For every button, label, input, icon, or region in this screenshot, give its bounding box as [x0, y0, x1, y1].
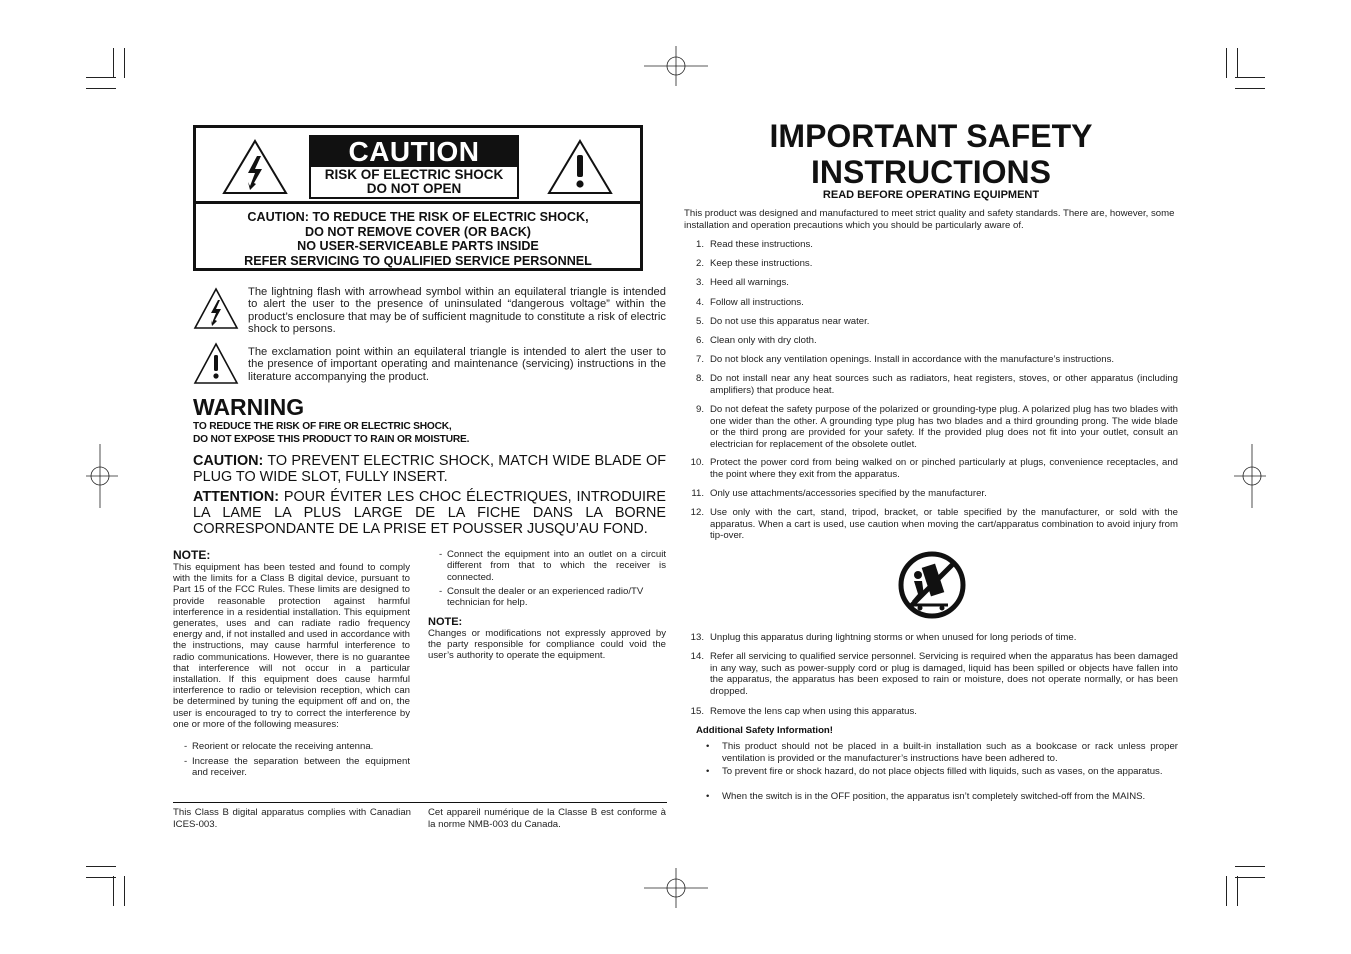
fcc-measure-item: - Consult the dealer or an experienced radio/TV technician for help. — [439, 586, 666, 610]
exclamation-symbol-explanation — [193, 341, 667, 385]
instruction-text: Refer all servicing to qualified service personnel. Servicing is required when the apparatus has been damaged in any way, such as power-supply cord or plug is damaged, liquid has been spilled or objects have fallen into the apparatus, the apparatus has been exposed to rain or moisture, does not operate normally, or has been dropped. — [710, 651, 1178, 697]
warning-line: TO REDUCE THE RISK OF FIRE OR ELECTRIC SHOCK, — [193, 421, 452, 432]
canada-compliance-en: This Class B digital apparatus complies with Canadian ICES-003. — [173, 807, 411, 830]
lightning-warning-icon — [193, 286, 239, 332]
instruction-text: Keep these instructions. — [710, 258, 813, 269]
exclamation-symbol-text: The exclamation point within an equilateral triangle is intended to alert the user to the presence of important operating and maintenance (servicing) instructions in the literature accompanying the product. — [248, 346, 666, 383]
fcc-measure-text: Reorient or relocate the receiving antenna. — [192, 741, 374, 752]
caution-line: NO USER-SERVICEABLE PARTS INSIDE — [297, 239, 539, 253]
instruction-number: 12. — [690, 507, 704, 518]
instruction-text: Read these instructions. — [710, 239, 813, 250]
instruction-number: 2. — [695, 258, 704, 269]
fcc-measure-item: - Connect the equipment into an outlet on a circuit different from that to which the receiver is connected. — [439, 549, 666, 583]
caution-subtitle-line: RISK OF ELECTRIC SHOCK — [324, 167, 504, 182]
caution-panel-header — [196, 128, 640, 204]
warning-line: DO NOT EXPOSE THIS PRODUCT TO RAIN OR MOISTURE. — [193, 434, 470, 445]
lightning-symbol-explanation — [193, 286, 667, 336]
exclamation-warning-icon — [193, 341, 239, 387]
plug-caution-text: TO PREVENT ELECTRIC SHOCK, MATCH WIDE BLADE OF PLUG TO WIDE SLOT, FULLY INSERT. — [193, 453, 666, 485]
fcc-measure-item: - Reorient or relocate the receiving antenna. — [184, 741, 410, 753]
divider — [173, 802, 667, 803]
exclamation-warning-icon — [546, 138, 614, 196]
instruction-number: 1. — [695, 239, 704, 250]
instruction-number: 10. — [690, 457, 704, 468]
registration-mark-right — [1234, 444, 1266, 508]
instruction-text: Heed all warnings. — [710, 277, 789, 288]
caution-subtitle — [311, 167, 517, 196]
fcc-measure-text: Increase the separation between the equipment and receiver. — [192, 756, 410, 779]
instruction-text: Unplug this apparatus during lightning storms or when unused for long periods of time. — [710, 632, 1077, 643]
instruction-text: Clean only with dry cloth. — [710, 335, 817, 346]
instruction-number: 5. — [695, 316, 704, 327]
instruction-text: Use only with the cart, stand, tripod, bracket, or table specified by the manufacturer, or sold with the apparatus. When a cart is used, use caution when moving the cart/apparatus combination to avoid injury from tip-over. — [710, 507, 1178, 542]
page-title-line: INSTRUCTIONS — [811, 154, 1051, 190]
additional-safety-title: Additional Safety Information! — [696, 725, 833, 736]
additional-safety-text: When the switch is in the OFF position, the apparatus isn’t completely switched-off from the MAINS. — [722, 791, 1146, 802]
plug-caution-label: CAUTION: — [193, 453, 264, 469]
instruction-text: Do not install near any heat sources such as radiators, heat registers, stoves, or other apparatus (including amplifiers) that produce heat. — [710, 373, 1178, 396]
instruction-number: 3. — [695, 277, 704, 288]
caution-subtitle-line: DO NOT OPEN — [366, 181, 462, 196]
instruction-text: Do not use this apparatus near water. — [710, 316, 870, 327]
instruction-text: Protect the power cord from being walked on or pinched particularly at plugs, convenience receptacles, and the point where they exit from the apparatus. — [710, 457, 1178, 480]
plug-attention-text: POUR ÉVITER LES CHOC ÉLECTRIQUES, INTRODUIRE LA LAME LA PLUS LARGE DE LA FICHE DANS LA BORNE CORRESPONDANTE DE LA PRISE ET POUSSER JUSQU’AU FOND. — [193, 489, 667, 537]
plug-attention-label: ATTENTION: — [193, 489, 280, 505]
instruction-number: 11. — [691, 488, 704, 499]
instruction-number: 15. — [690, 706, 704, 717]
lightning-symbol-text: The lightning flash with arrowhead symbol within an equilateral triangle is intended to alert the user to the presence of uninsulated “dangerous voltage” within the product’s enclosure that may be of sufficient magnitude to constitute a risk of electric shock to persons. — [248, 286, 666, 336]
fcc-note-title: NOTE: — [173, 548, 211, 562]
plug-caution — [193, 454, 666, 486]
instruction-text: Only use attachments/accessories specified by the manufacturer. — [710, 488, 987, 499]
instruction-number: 4. — [695, 297, 704, 308]
registration-mark-left — [86, 444, 118, 508]
instruction-text: Do not defeat the safety purpose of the polarized or grounding-type plug. A polarized plug has two blades with one wider than the other. A grounding type plug has two blades and a third grounding prong. The wide blade or the third prong are provided for your safety. If the provided plug does not fit into your outlet, consult an electrician for replacement of the obsolete outlet. — [710, 404, 1178, 450]
fcc-measure-text: Connect the equipment into an outlet on a circuit different from that to which the receiver is connected. — [447, 549, 666, 583]
additional-safety-text: To prevent fire or shock hazard, do not place objects filled with liquids, such as vases, on the apparatus. — [722, 766, 1163, 777]
cart-tip-over-warning-icon — [898, 551, 966, 619]
instruction-text: Do not block any ventilation openings. Install in accordance with the manufacture’s instructions. — [710, 354, 1115, 365]
safety-intro: This product was designed and manufactured to meet strict quality and safety standards. There are, however, some installation and operation precautions which you should be particularly aware of. — [684, 208, 1175, 231]
page-subtitle: READ BEFORE OPERATING EQUIPMENT — [822, 189, 1040, 201]
fcc-note-body: This equipment has been tested and found to comply with the limits for a Class B digital device, pursuant to Part 15 of the FCC Rules. These limits are designed to provide reasonable protection against harmful interference in a residential installation. This equipment generates, uses and can radiate radio frequency energy and, if not installed and used in accordance with the instructions, may cause harmful interference to radio communications. However, there is no guarantee that interference will not occur in a particular installation. If this equipment does cause harmful interference to radio or television reception, which can be determined by tuning the equipment off and on, the user is encouraged to try to correct the interference by one or more of the following measures: — [173, 562, 410, 730]
changes-note-title: NOTE: — [428, 616, 463, 628]
warning-title: WARNING — [193, 394, 305, 420]
instruction-number: 13. — [690, 632, 704, 643]
registration-mark-bottom — [644, 868, 708, 908]
caution-panel — [193, 125, 643, 271]
caution-statement — [196, 210, 640, 268]
caution-line: CAUTION: TO REDUCE THE RISK OF ELECTRIC SHOCK, — [247, 210, 589, 224]
registration-mark-top — [644, 46, 708, 86]
additional-safety-text: This product should not be placed in a built-in installation such as a bookcase or rack unless proper ventilation is provided or the manufacturer’s instructions have been adhered to. — [722, 741, 1178, 765]
fcc-measure-text: Consult the dealer or an experienced radio/TV technician for help. — [447, 586, 644, 609]
instruction-number: 6. — [695, 335, 704, 346]
caution-title: CAUTION — [311, 137, 517, 167]
changes-note-body: Changes or modifications not expressly approved by the party responsible for compliance could void the user’s authority to operate the equipment. — [428, 628, 666, 662]
canada-compliance-fr: Cet appareil numérique de la Classe B est conforme à la norme NMB-003 du Canada. — [428, 807, 666, 830]
page-title — [684, 118, 1178, 190]
instruction-text: Follow all instructions. — [710, 297, 804, 308]
plug-attention — [193, 490, 666, 537]
caution-line: REFER SERVICING TO QUALIFIED SERVICE PERSONNEL — [244, 253, 592, 268]
caution-label-box — [309, 135, 519, 199]
fcc-measure-item: - Increase the separation between the equipment and receiver. — [184, 756, 410, 779]
lightning-warning-icon — [221, 138, 289, 196]
instruction-number: 14. — [690, 651, 704, 662]
instruction-text: Remove the lens cap when using this apparatus. — [710, 706, 917, 717]
caution-line: DO NOT REMOVE COVER (OR BACK) — [305, 224, 531, 239]
instruction-number: 9. — [695, 404, 704, 415]
page-title-line: IMPORTANT SAFETY — [769, 118, 1093, 154]
instruction-number: 8. — [695, 373, 704, 384]
instruction-number: 7. — [695, 354, 704, 365]
